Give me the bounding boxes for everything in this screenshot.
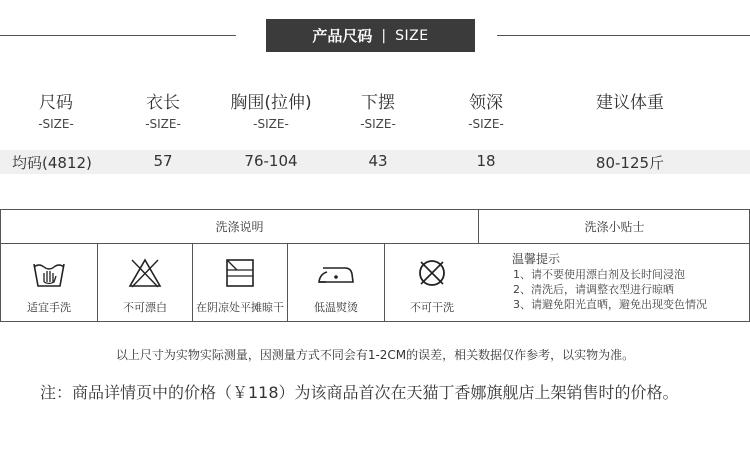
column-header-label: 下摆 <box>361 93 395 113</box>
table-cell-neck-depth: 18 <box>476 152 496 170</box>
column-header-weight <box>596 88 664 117</box>
column-header-sub: -SIZE- <box>38 117 74 131</box>
column-header-label: 胸围(拉伸) <box>230 93 312 113</box>
title-divider-left <box>0 35 236 36</box>
measurement-note: 以上尺寸为实物实际测量，因测量方式不同会有1-2CM的误差，相关数据仅作参考，以实物为准。 <box>115 348 635 362</box>
column-header-sub: -SIZE- <box>360 117 396 131</box>
dry-flat-shade-icon <box>223 258 257 288</box>
section-title-en: SIZE <box>395 27 429 44</box>
care-item-hand-wash <box>1 244 98 322</box>
care-instructions-table <box>0 209 750 322</box>
table-cell-size: 均码(4812) <box>12 154 92 172</box>
column-header-label: 衣长 <box>146 93 180 113</box>
care-item-no-dry-clean <box>385 244 479 322</box>
table-cell-weight: 80-125斤 <box>595 154 665 172</box>
table-cell-length: 57 <box>153 152 173 170</box>
care-label: 适宜手洗 <box>27 301 71 314</box>
table-cell-hem: 43 <box>368 152 388 170</box>
column-header-label: 建议体重 <box>596 93 664 113</box>
table-row <box>0 150 750 174</box>
care-item-dry-flat-shade <box>193 244 288 322</box>
tips-header: 洗涤小贴士 <box>479 210 750 244</box>
column-header-label: 尺码 <box>39 93 73 113</box>
care-label: 低温熨烫 <box>314 301 358 314</box>
table-cell-bust: 76-104 <box>244 152 298 170</box>
tip-item: 1、请不要使用漂白剂及长时间浸泡 <box>513 268 685 281</box>
column-header-sub: -SIZE- <box>468 117 504 131</box>
care-tips <box>479 244 750 322</box>
care-item-no-bleach <box>98 244 193 322</box>
title-divider-right <box>497 35 750 36</box>
column-header-sub: -SIZE- <box>145 117 181 131</box>
no-bleach-icon <box>128 258 162 288</box>
column-header-length <box>145 88 181 131</box>
tips-title: 温馨提示 <box>512 252 561 266</box>
tip-item: 2、清洗后，请调整衣型进行晾晒 <box>513 283 674 296</box>
column-header-size <box>38 88 74 131</box>
tip-item: 3、请避免阳光直晒，避免出现变色情况 <box>513 298 707 311</box>
care-label: 在阴凉处平摊晾干 <box>196 301 284 314</box>
section-title-separator: | <box>381 27 387 44</box>
column-header-neck-depth <box>468 88 504 131</box>
section-title-zh: 产品尺码 <box>312 27 373 45</box>
hand-wash-icon <box>32 258 66 288</box>
care-item-iron-low <box>288 244 385 322</box>
care-label: 不可漂白 <box>123 301 167 314</box>
iron-low-icon <box>317 258 355 288</box>
column-header-bust <box>230 88 311 131</box>
no-dry-clean-icon <box>415 258 449 288</box>
section-title <box>266 19 475 52</box>
column-header-sub: -SIZE- <box>253 117 289 131</box>
column-header-hem <box>360 88 396 131</box>
price-note: 注：商品详情页中的价格（￥118）为该商品首次在天猫丁香娜旗舰店上架销售时的价格。 <box>40 383 679 402</box>
care-label: 不可干洗 <box>410 301 454 314</box>
column-header-label: 领深 <box>469 93 503 113</box>
care-header: 洗涤说明 <box>1 210 479 244</box>
